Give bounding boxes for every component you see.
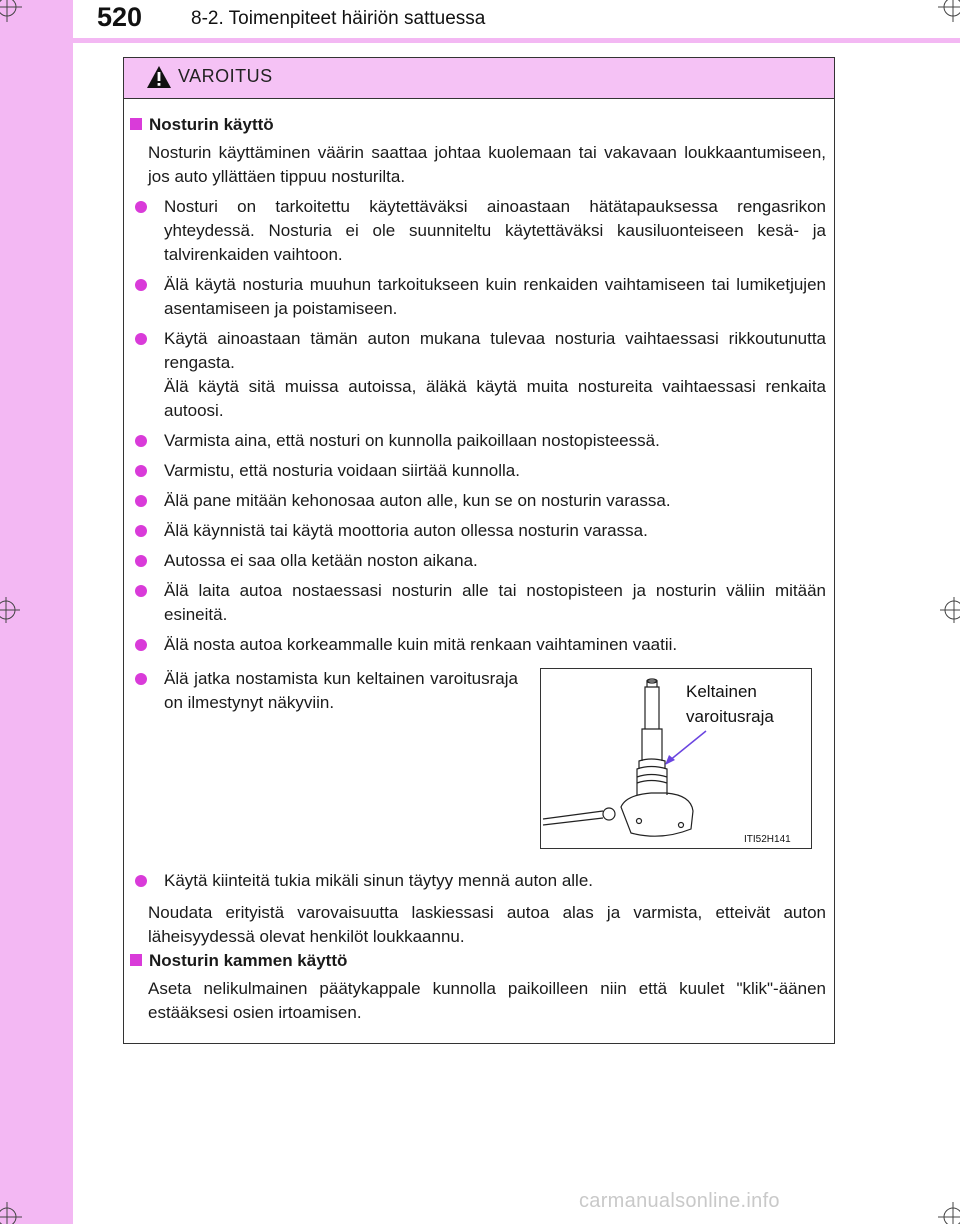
yellow-limit-label [686, 679, 774, 729]
list-item-text: Varmista aina, että nosturi on kunnolla paikoillaan nostopisteessä. [164, 431, 660, 450]
list-item-text: Nosturi on tarkoitettu käytettäväksi ainoastaan hätätapauksessa rengasrikon yhteydessä. Nosturia ei ole suunniteltu käytettäväksi kausiluonteiseen kesä- ja talvirenkaiden vaihtoon. [164, 197, 826, 264]
list-item [135, 579, 826, 627]
list-item-text-extra: Älä käytä sitä muissa autoissa, äläkä käytä muita nostureita vaihtaessasi renkaita autoosi. [164, 377, 826, 420]
list-item [135, 459, 826, 483]
registration-mark-top-right [930, 0, 960, 30]
label-line-2: varoitusraja [686, 707, 774, 726]
closing-paragraph: Noudata erityistä varovaisuutta laskiessasi autoa alas ja varmista, etteivät auton läheisyydessä olevat henkilöt loukkaannu. [148, 903, 826, 946]
jack-illustration [540, 668, 812, 849]
list-item [135, 869, 826, 893]
list-item [135, 489, 826, 513]
registration-mark-mid-right [930, 595, 960, 625]
bullet-dot-icon [135, 435, 147, 447]
list-item-text: Varmistu, että nosturia voidaan siirtää kunnolla. [164, 461, 520, 480]
list-item-text: Käytä ainoastaan tämän auton mukana tulevaa nosturia vaihtaessasi rikkoutunutta rengasta. [164, 329, 826, 372]
section-title: 8-2. Toimenpiteet häiriön sattuessa [191, 8, 486, 29]
page-number: 520 [97, 2, 143, 32]
list-item [135, 195, 826, 267]
crank-paragraph: Aseta nelikulmainen päätykappale kunnolla paikoilleen niin että kuulet "klik"-äänen estääksesi osien irtoamisen. [148, 979, 826, 1022]
registration-mark-top-left [0, 0, 30, 30]
bullet-dot-icon [135, 555, 147, 567]
list-item-text: Älä nosta autoa korkeammalle kuin mitä renkaan vaihtaminen vaatii. [164, 635, 678, 654]
list-item [135, 667, 518, 715]
bullet-dot-icon [135, 673, 147, 685]
bullet-dot-icon [135, 279, 147, 291]
bullet-dot-icon [135, 585, 147, 597]
heading-square-icon [130, 118, 142, 130]
bullet-dot-icon [135, 333, 147, 345]
section-heading-crank-use [130, 951, 347, 971]
bullet-dot-icon [135, 639, 147, 651]
list-item [135, 519, 826, 543]
heading-square-icon [130, 954, 142, 966]
list-item-text: Älä käytä nosturia muuhun tarkoitukseen kuin renkaiden vaihtamiseen tai lumiketjujen asentamiseen ja poistamiseen. [164, 275, 826, 318]
warning-triangle-icon [146, 65, 172, 89]
bullet-dot-icon [135, 201, 147, 213]
bullet-dot-icon [135, 875, 147, 887]
illustration-code: ITI52H141 [744, 834, 791, 845]
registration-mark-mid-left [0, 595, 30, 625]
watermark: carmanualsonline.info [579, 1190, 780, 1212]
list-item-text: Autossa ei saa olla ketään noston aikana. [164, 551, 478, 570]
warning-box [123, 57, 835, 1044]
list-item [135, 327, 826, 423]
heading-text: Nosturin käyttö [149, 115, 274, 134]
registration-mark-bottom-right [930, 1194, 960, 1224]
bullet-dot-icon [135, 465, 147, 477]
header-rule [73, 38, 960, 43]
list-item [135, 633, 826, 657]
label-line-1: Keltainen [686, 682, 757, 701]
list-item-text: Älä pane mitään kehonosaa auton alle, kun se on nosturin varassa. [164, 491, 671, 510]
section-heading-jack-use [130, 115, 274, 135]
list-item [135, 273, 826, 321]
intro-paragraph: Nosturin käyttäminen väärin saattaa johtaa kuolemaan tai vakavaan loukkaantumiseen, jos auto yllättäen tippuu nosturilta. [148, 143, 826, 186]
warning-header [124, 58, 834, 99]
list-item [135, 549, 826, 573]
bullet-dot-icon [135, 525, 147, 537]
list-item-text: Käytä kiinteitä tukia mikäli sinun täytyy mennä auton alle. [164, 871, 594, 890]
warning-title: VAROITUS [178, 66, 273, 86]
list-item-text: Älä käynnistä tai käytä moottoria auton ollessa nosturin varassa. [164, 521, 648, 540]
bullet-dot-icon [135, 495, 147, 507]
heading-text: Nosturin kammen käyttö [149, 951, 348, 970]
list-item-text: Älä jatka nostamista kun keltainen varoitusraja on ilmestynyt näkyviin. [164, 669, 518, 712]
list-item [135, 429, 826, 453]
list-item-text: Älä laita autoa nostaessasi nosturin alle tai nostopisteen ja nosturin väliin mitään esineitä. [164, 581, 826, 624]
registration-mark-bottom-left [0, 1194, 30, 1224]
